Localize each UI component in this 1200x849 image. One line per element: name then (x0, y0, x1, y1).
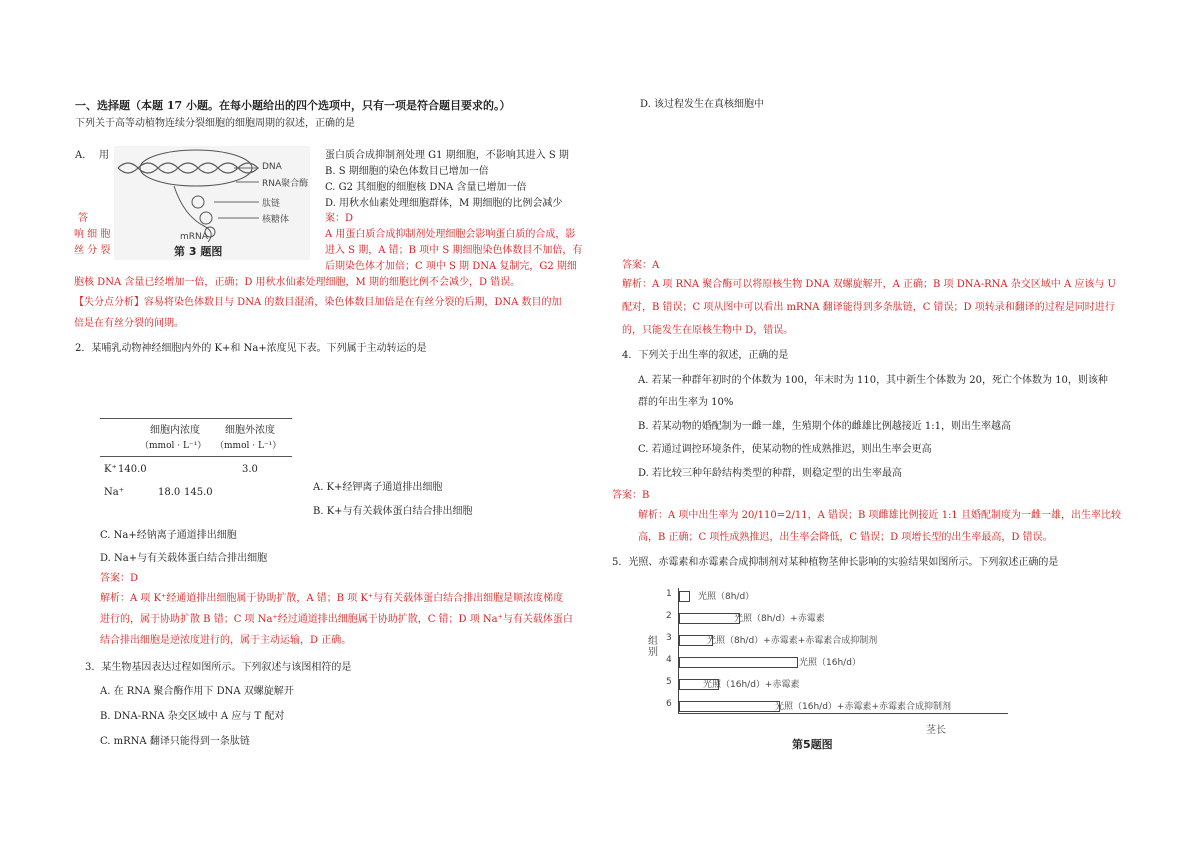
chart-bar-label: 光照（8h/d）+赤霉素 (734, 614, 825, 624)
figure-3-caption: 第 3 题图 (174, 245, 223, 258)
q3-answer: 答案：A (622, 260, 660, 271)
q3-option-a: A. 在 RNA 聚合酶作用下 DNA 双螺旋解开 (100, 686, 294, 697)
table-row-na-ion: Na⁺ (104, 487, 124, 498)
figure-3-label-rna-polymerase: RNA聚合酶 (262, 179, 309, 189)
q4-option-a-1: A. 若某一种群年初时的个体数为 100，年末时为 110，其中新生个体数为 20，死亡个体数为 10，则该种 (638, 375, 1108, 386)
q2-analysis-2: 进行的，属于协助扩散 B 错；C 项 Na⁺经过通道排出细胞属于协助扩散，C 错；D 项 Na⁺与有关载体蛋白 (100, 614, 573, 625)
q2-ion-table (100, 415, 292, 505)
q3-analysis-2: 配对，B 错误；C 项从图中可以看出 mRNA 翻译能得到多条肽链，C 错误；D 项转录和翻译的过程是同时进行 (622, 302, 1115, 313)
table-row-k-inside: 140.0 (118, 464, 147, 475)
chart-category-label: 1 (666, 589, 672, 599)
table-unit-inside: （mmol · L⁻¹） (140, 441, 207, 451)
table-header-outside: 细胞外浓度 (225, 425, 275, 436)
chart-category-label: 2 (666, 611, 672, 621)
q2-answer: 答案：D (100, 573, 139, 584)
q3-stem: 3．某生物基因表达过程如图所示。下列叙述与该图相符的是 (85, 662, 352, 673)
chart-bar (679, 613, 740, 624)
table-row-na-inside: 18.0 (158, 487, 181, 498)
q1-stem: 下列关于高等动植物连续分裂细胞的细胞周期的叙述，正确的是 (75, 118, 355, 129)
chart-category-label: 6 (666, 699, 672, 709)
table-unit-outside: （mmol · L⁻¹） (215, 441, 282, 451)
chart-bar-label: 光照（8h/d） (698, 592, 755, 602)
figure-3-label-ribosome: 核糖体 (262, 215, 290, 225)
section-heading: 一、选择题（本题 17 小题。在每小题给出的四个选项中，只有一项是符合题目要求的。） (75, 99, 511, 112)
q1-analysis-line-2: 进入 S 期，A 错；B 项中 S 期细胞染色体数目不加倍，有 (325, 245, 583, 256)
q5-stem: 5．光照、赤霉素和赤霉素合成抑制剂对某种植物茎伸长影响的实验结果如图所示。下列叙述正确的是 (612, 557, 1059, 568)
chart-category-label: 4 (666, 655, 672, 665)
q2-option-d: D. Na+与有关载体蛋白结合排出细胞 (100, 553, 268, 564)
q1-answer: 案：D (325, 213, 354, 224)
q4-stem: 4．下列关于出生率的叙述，正确的是 (622, 350, 789, 361)
q2-option-b: B. K+与有关载体蛋白结合排出细胞 (313, 506, 473, 517)
figure-3-label-peptide: 肽链 (262, 199, 281, 209)
q1-analysis-line-4: 胞核 DNA 含量已经增加一倍，正确；D 用秋水仙素处理细胞，M 期的细胞比例不会减少，D 错误。 (74, 277, 521, 288)
chart-bar-label: 光照（16h/d）+赤霉素 (703, 680, 800, 690)
table-row-k-outside: 3.0 (242, 464, 258, 475)
q3-analysis-1: 解析：A 项 RNA 聚合酶可以将原核生物 DNA 双螺旋解开，A 正确；B 项 DNA-RNA 杂交区域中 A 应该与 U (622, 279, 1116, 290)
chart-category-label: 3 (666, 633, 672, 643)
q1-analysis-left-1: 响 细 胞 (74, 229, 111, 240)
q4-option-a-2: 群的年出生率为 10% (638, 397, 734, 408)
chart-bars (640, 580, 1020, 720)
chart-category-label: 5 (666, 677, 672, 687)
chart-bar (679, 591, 690, 602)
chart-y-label: 组别 (648, 636, 658, 658)
q4-analysis-1: 解析：A 项中出生率为 20/110=2/11，A 错误；B 项雌雄比例接近 1:1 且婚配制度为一雌一雄，出生率比较 (638, 510, 1121, 521)
table-header-inside: 细胞内浓度 (150, 425, 200, 436)
q3-option-d: D. 该过程发生在真核细胞中 (640, 99, 765, 110)
q1-analysis-line-1: A 用蛋白质合成抑制剂处理细胞会影响蛋白质的合成，影 (325, 229, 576, 240)
q4-option-d: D. 若比较三种年龄结构类型的种群，则稳定型的出生率最高 (638, 468, 903, 479)
q4-option-b: B. 若某动物的婚配制为一雌一雄，生殖期个体的雌雄比例越接近 1:1，则出生率越高 (638, 421, 1011, 432)
chart-title: 第5题图 (792, 738, 833, 751)
q2-option-a: A. K+经钾离子通道排出细胞 (313, 482, 443, 493)
table-row-na-outside: 145.0 (184, 487, 213, 498)
q2-option-c: C. Na+经钠离子通道排出细胞 (100, 530, 237, 541)
q4-option-c: C. 若通过调控环境条件，使某动物的性成熟推迟，则出生率会更高 (638, 444, 932, 455)
q1-option-b: B. S 期细胞的染色体数目已增加一倍 (325, 166, 489, 177)
q3-option-c: C. mRNA 翻译只能得到一条肽链 (100, 736, 250, 747)
q4-answer: 答案：B (612, 490, 650, 501)
q1-option-a: 蛋白质合成抑制剂处理 G1 期细胞，不影响其进入 S 期 (325, 150, 569, 161)
chart-bar-label: 光照（16h/d）+赤霉素+赤霉素合成抑制剂 (775, 702, 951, 712)
q1-answer-fragment: 答 (78, 213, 88, 224)
table-row-k-ion: K⁺ (104, 464, 117, 475)
figure-5-chart (640, 580, 1020, 755)
chart-bar (679, 701, 780, 712)
q1-analysis-line-3: 后期染色体才加倍；C 项中 S 期 DNA 复制完，G2 期细 (325, 261, 577, 272)
q3-option-b: B. DNA-RNA 杂交区域中 A 应与 T 配对 (100, 711, 285, 722)
q3-analysis-3: 的，只能发生在原核生物中 D，错误。 (622, 325, 794, 336)
chart-bar (679, 657, 798, 668)
q1-analysis-left-2: 丝 分 裂 (74, 245, 111, 256)
q1-option-c: C. G2 其细胞的细胞核 DNA 含量已增加一倍 (325, 182, 527, 193)
q1-error-analysis-2: 倍是在有丝分裂的间期。 (74, 318, 184, 329)
q4-analysis-2: 高，B 正确；C 项性成熟推迟，出生率会降低，C 错误；D 项增长型的出生率最高，D 错误。 (638, 532, 1053, 543)
chart-x-label: 茎长 (926, 725, 946, 736)
q2-analysis-3: 结合排出细胞是逆浓度进行的，属于主动运输，D 正确。 (100, 635, 352, 646)
figure-3-label-mrna: mRNA (180, 232, 208, 242)
figure-3-label-dna: DNA (262, 162, 282, 172)
q1-option-d: D. 用秋水仙素处理细胞群体，M 期细胞的比例会减少 (325, 198, 563, 209)
figure-3 (114, 146, 310, 260)
q1-option-a-fragment-2: 用 (99, 150, 109, 161)
q2-analysis-1: 解析：A 项 K⁺经通道排出细胞属于协助扩散，A 错；B 项 K⁺与有关载体蛋白结合排出细胞是顺浓度梯度 (100, 593, 564, 604)
chart-bar-label: 光照（8h/d）+赤霉素+赤霉素合成抑制剂 (707, 636, 878, 646)
chart-bar-label: 光照（16h/d） (799, 658, 861, 668)
q1-error-analysis-1: 【失分点分析】容易将染色体数目与 DNA 的数目混淆，染色体数目加倍是在有丝分裂的后期，DNA 数目的加 (74, 297, 562, 308)
q1-option-a-fragment: A. (75, 150, 86, 161)
q2-stem: 2．某哺乳动物神经细胞内外的 K+和 Na+浓度见下表。下列属于主动转运的是 (75, 343, 427, 354)
